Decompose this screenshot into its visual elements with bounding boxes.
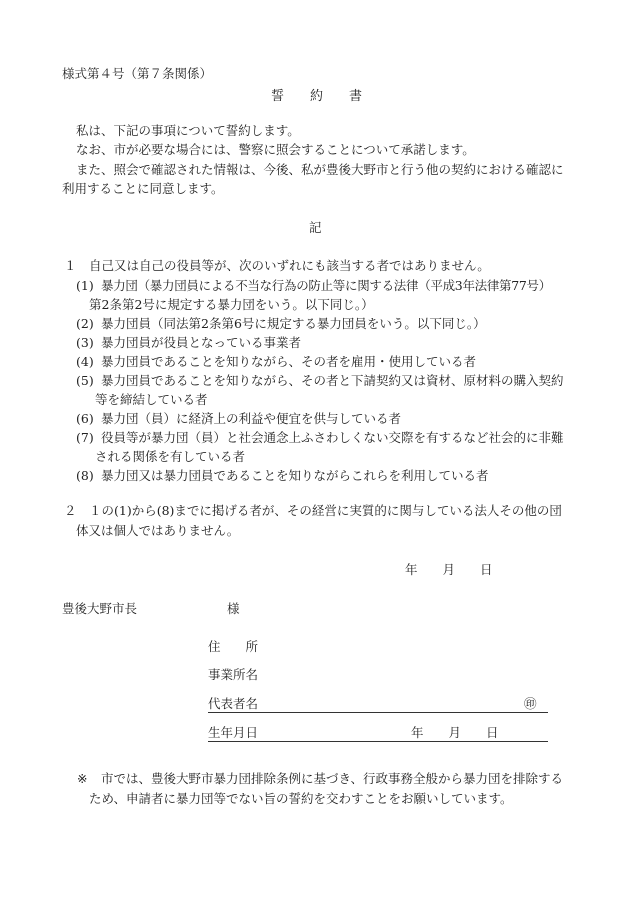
item-4-num: (4) [76,354,94,369]
item-1-line-2: 第2条第2号に規定する暴力団をいう。以下同じ。） [89,297,374,312]
ki-heading: 記 [309,220,322,235]
intro-line-3: また、照会で確認された情報は、今後、私が豊後大野市と行う他の契約における確認に [76,162,564,177]
clause-1-lead: １ 自己又は自己の役員等が、次のいずれにも該当する者ではありません。 [64,258,490,273]
seal-mark: ㊞ [524,696,537,711]
clause-2-line-1: ２ １の(1)から(8)までに掲げる者が、その経営に実質的に関与している法人その他の団 [64,503,562,518]
birthdate-label: 生年月日 [208,725,259,740]
item-8-line-1: 暴力団又は暴力団員であることを知りながらこれらを利用している者 [101,468,489,483]
item-1-line-1: 暴力団（暴力団員による不当な行為の防止等に関する法律（平成3年法律第77号） [101,278,551,293]
office-name-label: 事業所名 [208,667,259,682]
item-6-num: (6) [76,411,94,426]
note-mark: ※ [77,771,88,786]
item-5-num: (5) [76,373,94,388]
item-8-num: (8) [76,468,94,483]
addressee: 豊後大野市長 [62,601,138,616]
item-2-num: (2) [76,316,94,331]
intro-line-1: 私は、下記の事項について誓約します。 [76,123,300,138]
date-line: 年 月 日 [405,562,493,577]
item-7-line-2: される関係を有している者 [95,449,246,464]
birthdate-ymd: 年 月 日 [411,725,499,740]
item-5-line-1: 暴力団員であることを知りながら、その者と下請契約又は資材、原材料の購入契約 [101,373,564,388]
representative-field [208,697,548,713]
item-5-line-2: 等を締結している者 [95,392,208,407]
item-3-line-1: 暴力団員が役員となっている事業者 [101,335,302,350]
intro-line-4: 利用することに同意します。 [62,181,224,196]
item-6-line-1: 暴力団（員）に経済上の利益や便宜を供与している者 [101,411,402,426]
item-7-line-1: 役員等が暴力団（員）と社会通念上ふさわしくない交際を有するなど社会的に非難 [101,430,564,445]
note-line-1: 市では、豊後大野市暴力団排除条例に基づき、行政事務全般から暴力団を排除する [101,771,564,786]
item-4-line-1: 暴力団員であることを知りながら、その者を雇用・使用している者 [101,354,477,369]
item-1-num: (1) [76,278,94,293]
item-2-line-1: 暴力団員（同法第2条第6号に規定する暴力団員をいう。以下同じ。） [101,316,486,331]
note-line-2: ため、申請者に暴力団等でない旨の誓約を交わすことをお願いしています。 [89,791,513,806]
document-title: 誓 約 書 [271,89,363,104]
intro-line-2: なお、市が必要な場合には、警察に照会することについて承諾します。 [76,142,475,157]
addressee-honorific: 様 [227,601,240,616]
address-label: 住 所 [208,639,259,654]
item-7-num: (7) [76,430,94,445]
clause-2-line-2: 体又は個人ではありません。 [76,523,240,538]
representative-label: 代表者名 [208,696,259,711]
form-number: 様式第４号（第７条関係） [62,66,213,81]
item-3-num: (3) [76,335,94,350]
